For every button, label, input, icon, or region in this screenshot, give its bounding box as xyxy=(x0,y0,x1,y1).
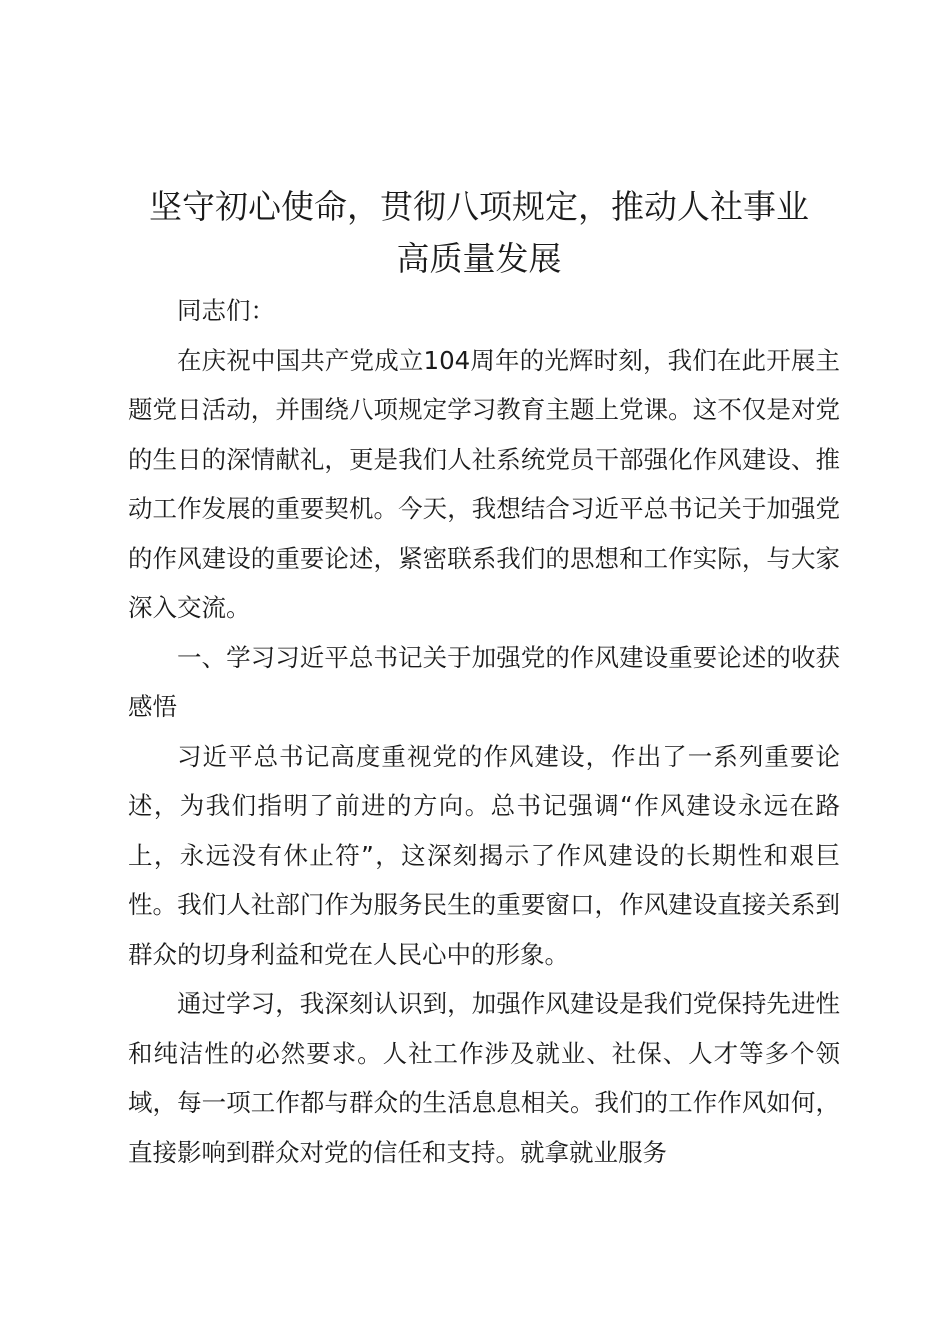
document-title-line1: 坚守初心使命，贯彻八项规定，推动人社事业 xyxy=(149,187,809,226)
salutation: 同志们： xyxy=(177,296,275,325)
paragraph-2: 习近平总书记高度重视党的作风建设，作出了一系列重要论述，为我们指明了前进的方向。总书记强调“作风建设永远在路上，永远没有休止符”，这深刻揭示了作风建设的长期性和艰巨性。我们人社部门作为服务民生的重要窗口，作风建设直接关系到群众的切身利益和党在人民心中的形象。 xyxy=(128,741,840,969)
paragraph-intro: 在庆祝中国共产党成立104周年的光辉时刻，我们在此开展主题党日活动，并围绕八项规定学习教育主题上党课。这不仅是对党的生日的深情献礼，更是我们人社系统党员干部强化作风建设、推动工作发展的重要契机。今天，我想结合习近平总书记关于加强党的作风建设的重要论述，紧密联系我们的思想和工作实际，与大家深入交流。 xyxy=(128,345,840,622)
document-body xyxy=(128,286,840,1177)
paragraph-3: 通过学习，我深刻认识到，加强作风建设是我们党保持先进性和纯洁性的必然要求。人社工作涉及就业、社保、人才等多个领域，每一项工作都与群众的生活息息相关。我们的工作作风如何，直接影响到群众对党的信任和支持。就拿就业服务 xyxy=(128,989,840,1167)
section-heading-1: 一、学习习近平总书记关于加强党的作风建设重要论述的收获感悟 xyxy=(128,642,840,721)
document-title-line2: 高质量发展 xyxy=(396,239,562,278)
